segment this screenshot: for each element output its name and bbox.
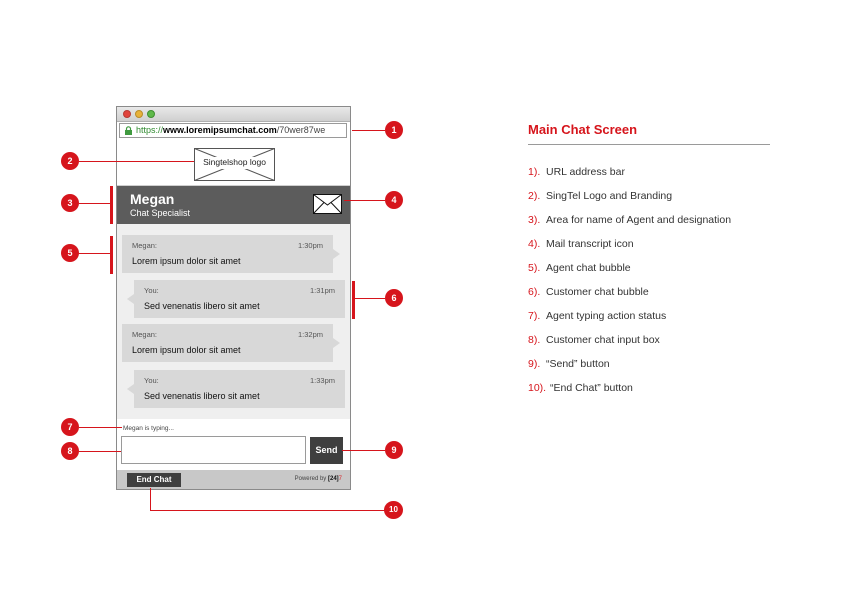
bubble-time: 1:33pm (309, 376, 335, 385)
legend-item-number: 10). (528, 382, 547, 394)
logo-label: Singtelshop logo (203, 157, 266, 167)
bubble-sender: You: (144, 286, 159, 295)
legend-item (528, 238, 731, 262)
chat-footer (117, 470, 350, 489)
callout-badge-6: 6 (385, 289, 403, 307)
legend-item (528, 214, 731, 238)
chat-transcript[interactable] (117, 224, 350, 419)
legend-item-text: Agent typing action status (546, 310, 667, 322)
legend-item (528, 262, 731, 286)
bubble-message: Lorem ipsum dolor sit amet (132, 256, 241, 266)
callout-line-10 (150, 510, 385, 511)
legend-item-number: 2). (528, 190, 541, 202)
callout-line-9 (342, 450, 385, 451)
legend-item-text: Agent chat bubble (546, 262, 631, 274)
callout-line-3 (79, 203, 111, 204)
legend-item-text: Customer chat bubble (546, 286, 649, 298)
legend-item-number: 6). (528, 286, 541, 298)
logo-placeholder (194, 148, 275, 181)
callout-bar-3 (110, 186, 113, 224)
bubble-time: 1:32pm (297, 330, 323, 339)
bubble-sender: Megan: (132, 241, 158, 250)
url-path: /70wer87we (276, 125, 326, 135)
callout-line-6 (354, 298, 385, 299)
legend-item-text: Area for name of Agent and designation (546, 214, 732, 226)
agent-name: Megan (130, 191, 175, 207)
minimize-window-icon[interactable] (135, 110, 143, 118)
legend-item-text: SingTel Logo and Branding (546, 190, 673, 202)
url-address-bar[interactable] (119, 123, 347, 138)
typing-status (117, 424, 350, 434)
callout-line-5 (79, 253, 111, 254)
callout-badge-1: 1 (385, 121, 403, 139)
callout-badge-10: 10 (384, 501, 403, 519)
callout-badge-5: 5 (61, 244, 79, 262)
callout-badge-8: 8 (61, 442, 79, 460)
agent-designation: Chat Specialist (130, 208, 191, 218)
bubble-sender: Megan: (132, 330, 158, 339)
callout-line-2 (79, 161, 194, 162)
window-titlebar (117, 107, 350, 122)
chat-input-box[interactable] (121, 436, 306, 464)
legend-item-number: 7). (528, 310, 541, 322)
callout-line-8 (79, 451, 121, 452)
agent-chat-bubble (122, 324, 333, 362)
lock-icon (124, 126, 133, 135)
close-window-icon[interactable] (123, 110, 131, 118)
legend-title: Main Chat Screen (528, 122, 638, 137)
legend-item (528, 190, 731, 214)
bubble-message: Sed venenatis libero sit amet (144, 301, 260, 311)
legend-item-number: 1). (528, 166, 541, 178)
callout-bar-5 (110, 236, 113, 274)
legend-item-number: 3). (528, 214, 541, 226)
powered-by-label (295, 476, 342, 482)
legend-item (528, 166, 731, 190)
powered-suffix: 7 (338, 476, 342, 482)
legend-divider (528, 144, 770, 145)
customer-chat-bubble (134, 370, 345, 408)
callout-badge-7: 7 (61, 418, 79, 436)
callout-bar-6 (352, 281, 355, 319)
end-chat-button[interactable]: End Chat (127, 473, 181, 487)
chat-window-mockup (116, 106, 351, 490)
callout-line-10-vertical (150, 488, 151, 511)
legend-item-number: 8). (528, 334, 541, 346)
typing-status-text: Megan is typing... (123, 425, 174, 432)
legend-item (528, 382, 731, 406)
callout-line-1 (352, 130, 385, 131)
callout-line-7 (79, 427, 122, 428)
callout-badge-4: 4 (385, 191, 403, 209)
legend-item-number: 4). (528, 238, 541, 250)
callout-line-4 (344, 200, 385, 201)
url-text (136, 124, 325, 137)
bubble-message: Sed venenatis libero sit amet (144, 391, 260, 401)
callout-badge-2: 2 (61, 152, 79, 170)
legend-item-number: 5). (528, 262, 541, 274)
legend-list (528, 166, 731, 406)
bubble-time: 1:31pm (309, 286, 335, 295)
bubble-message: Lorem ipsum dolor sit amet (132, 345, 241, 355)
bubble-sender: You: (144, 376, 159, 385)
legend-item-number: 9). (528, 358, 541, 370)
legend-item-text: “Send” button (546, 358, 610, 370)
bubble-time: 1:30pm (297, 241, 323, 250)
legend-item (528, 358, 731, 382)
legend-item-text: “End Chat” button (550, 382, 633, 394)
mail-transcript-icon[interactable] (313, 194, 342, 214)
legend-item (528, 334, 731, 358)
agent-header (117, 186, 350, 224)
url-domain: www.loremipsumchat.com (163, 125, 277, 135)
callout-badge-3: 3 (61, 194, 79, 212)
branding-area (117, 140, 350, 186)
customer-chat-bubble (134, 280, 345, 318)
send-button[interactable]: Send (310, 437, 343, 464)
legend-item-text: Mail transcript icon (546, 238, 634, 250)
agent-chat-bubble (122, 235, 333, 273)
powered-prefix: Powered by (294, 476, 327, 482)
url-scheme: https:// (136, 125, 164, 135)
legend-item-text: URL address bar (546, 166, 625, 178)
maximize-window-icon[interactable] (147, 110, 155, 118)
legend-item (528, 310, 731, 334)
callout-badge-9: 9 (385, 441, 403, 459)
legend-item (528, 286, 731, 310)
legend-item-text: Customer chat input box (546, 334, 660, 346)
powered-brand: [24] (327, 476, 339, 482)
